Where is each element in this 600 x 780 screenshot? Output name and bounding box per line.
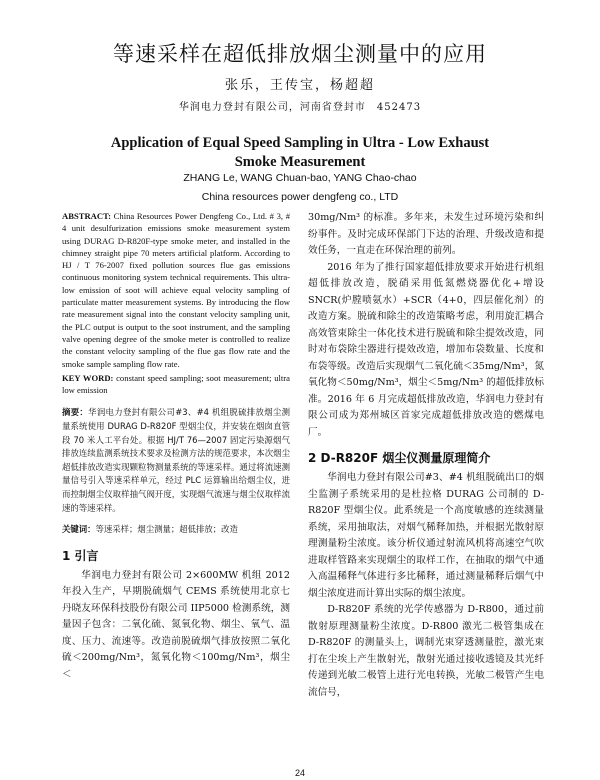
affiliation-en: China resources power dengfeng co., LTD xyxy=(201,191,399,203)
section2-paragraph-2: D-R820F 系统的光学传感器为 D-R800，通过前散射原理测量粉尘浓度。D-R800 激光二极管集成在 D-R820F 的测量头上，调制光束穿透测量腔，激光束打在尘埃上产生散射光，散射光通过接收透镜及其光纤传递到光敏二极管上进行光电转换，光敏二极管产生电流信号， xyxy=(308,604,544,698)
keywords-en xyxy=(62,372,290,397)
page-number: 24 xyxy=(294,768,305,778)
section2-paragraph-1: 华润电力登封有限公司#3、#4 机组脱硫出口的烟尘监测子系统采用的是杜拉格 DURAG 公司制的 D-R820F 型烟尘仪。此系统是一个高度敏感的连续测量系统，采用抽取法，对烟气稀释加热，并根据光散射原理测量粉尘浓度。该分析仪通过射流风机将高速空气吹进取样管路来实现烟尘的取样工作，在抽取的烟气中通入高温稀释气体进行多比稀释，通过测量稀释后烟气中烟尘浓度进而计算出实际的烟尘浓度。 xyxy=(308,472,544,599)
section1-paragraph-2: 2016 年为了推行国家超低排放要求开始进行机组超低排放改造，脱硝采用低氮燃烧器优化+增设 SNCR(炉膛喷氨水）+SCR（4+0，四层催化剂）的改造方案。脱硫和除尘的改造策略考虑，利用旋汇耦合高效管束除尘一体化技术进行脱硫和除尘提效改造，同时对布袋除尘器进行提效改造，增加布袋数量、长度和布袋等级。改造后实现烟气二氧化硫＜35mg/Nm³，氮氧化物＜50mg/Nm³，烟尘＜5mg/Nm³ 的超低排放标准。2016 年 6 月完成超低排放改造，华润电力登封有限公司成为郑州城区首家完成超低排放改造的燃煤电厂。 xyxy=(308,261,544,438)
abstract-en-label: ABSTRACT: xyxy=(62,211,112,221)
abstract-cn-text: 华润电力登封有限公司#3、#4 机组脱硫排放烟尘测量系统使用 DURAG D-R820F 型烟尘仪，并安装在烟囱直管段 70 米人工平台处。根据 HJ/T 76—2007 固定污染源烟气排放连续监测系统技术要求及检测方法的规范要求，本次烟尘超低排放改造实现颗粒物测量系统的等速采样。通过将流速测量信号引入等速采样单元，经过 PLC 运算输出给烟尘仪，进而控制烟尘仪取样抽气阀开度，实现烟气流速与烟尘仪取样流速的等速采样。 xyxy=(62,407,291,513)
section2-heading: 2 D-R820F 烟尘仪测量原理简介 xyxy=(308,451,491,465)
affiliation-cn: 华润电力登封有限公司，河南省登封市 452473 xyxy=(178,102,422,113)
keywords-cn xyxy=(62,523,290,537)
right-column xyxy=(308,210,544,701)
keywords-en-text: constant speed sampling; soot measurement; ultra low emission xyxy=(62,372,290,396)
abstract-en xyxy=(62,210,290,370)
paper-title-en: Application of Equal Speed Sampling in Ultra - Low Exhaust Smoke Measurement xyxy=(110,135,490,170)
keywords-cn-label: 关键词： xyxy=(62,524,96,535)
section1-paragraph-1-continued: 30mg/Nm³ 的标准。多年来，未发生过环境污染和纠纷事件。及时完成环保部门下达的治理、升级改造和提效任务，一直走在环保治理的前列。 xyxy=(308,212,544,256)
section1-heading: 1 引言 xyxy=(62,548,99,563)
authors-cn: 张乐，王传宝，杨超超 xyxy=(224,78,375,93)
left-column xyxy=(62,210,290,683)
paper-title-cn: 等速采样在超低排放烟尘测量中的应用 xyxy=(113,42,487,66)
authors-en: ZHANG Le, WANG Chuan-bao, YANG Chao-chao xyxy=(183,172,417,184)
abstract-cn-label: 摘要： xyxy=(62,407,89,418)
keywords-cn-text: 等速采样；烟尘测量；超低排放；改造 xyxy=(95,524,238,535)
keywords-en-label: KEY WORD: xyxy=(62,372,114,383)
abstract-en-text: China Resources Power Dengfeng Co., Ltd. # 3, # 4 unit desulfurization emissions smoke measurement system using DURAG D-R820F-type smoke meter, and installed in the chimney straight pipe 70 meters artificial platform. According to HJ / T 76-2007 fixed pollution sources flue gas emissions continuous monitoring system technical requirements. This ultra-low emission of soot will achieve equal velocity sampling of particulate matter measurement systems. By introducing the flow rate measurement signal into the constant velocity sampling unit, the PLC output is output to the soot instrument, and the sampling valve opening degree of the smoke meter is controlled to realize the constant velocity sampling of the flue gas flow rate and the smoke sample sampling flow rate. xyxy=(62,211,290,369)
abstract-cn xyxy=(62,406,290,515)
section1-paragraph-1: 华润电力登封有限公司 2×600MW 机组 2012 年投入生产，早期脱硫烟气 CEMS 系统使用北京七丹晓友环保科技股份有限公司 IIP5000 检测系统，测量因子包含：二氧化硫、氮氧化物、烟尘、氧气、温度、压力、流速等。改造前脱硫烟气排放按照二氧化硫＜200mg/Nm³，氮氧化物＜100mg/Nm³，烟尘＜ xyxy=(62,569,290,680)
